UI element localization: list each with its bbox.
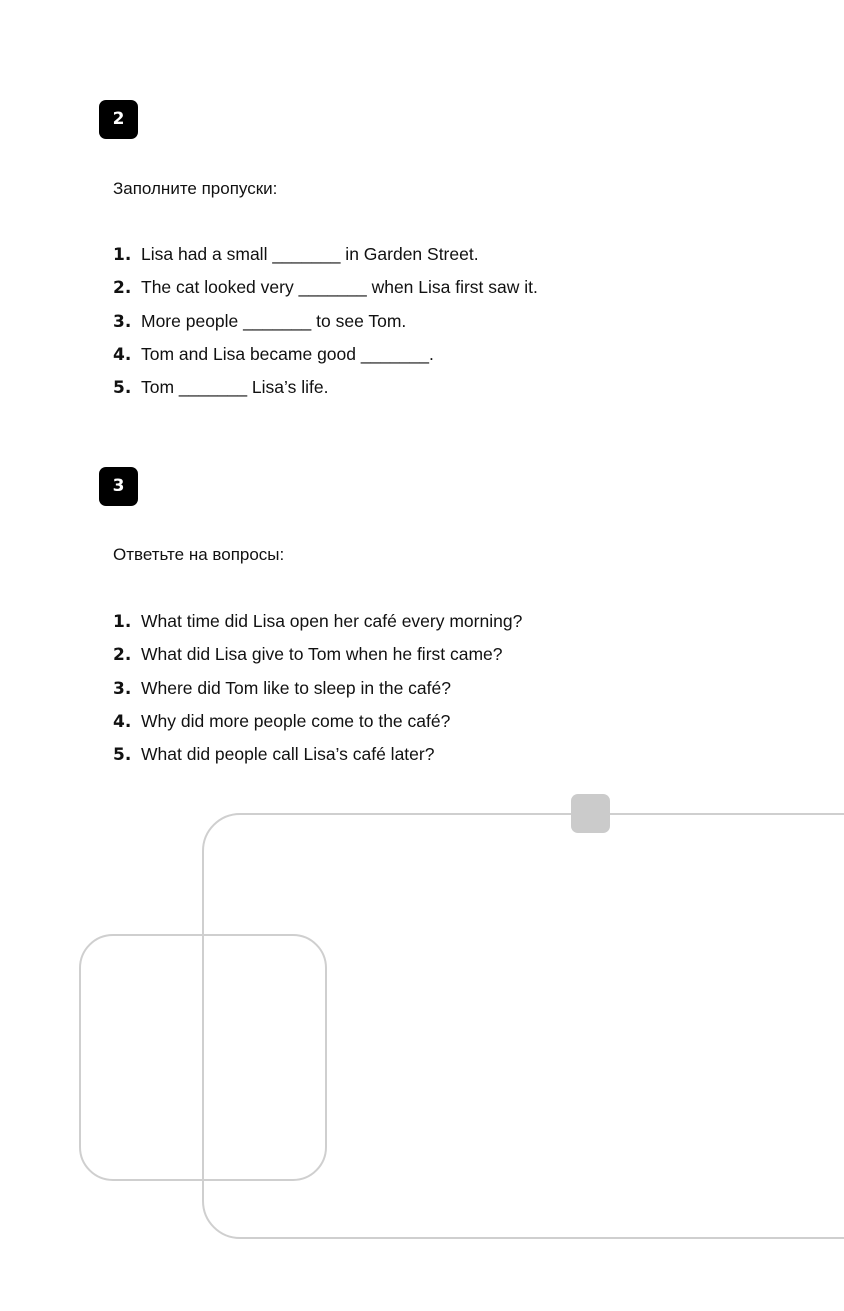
item-number: 2.: [113, 278, 132, 299]
exercise-number-badge: 2: [99, 100, 138, 139]
item-text: Lisa had a small _______ in Garden Street.: [141, 244, 479, 264]
exercise-item-list: [113, 243, 538, 409]
exercise-question-list: [113, 610, 522, 776]
item-text: What time did Lisa open her café every morning?: [141, 611, 523, 631]
item-number: 4.: [113, 711, 132, 732]
item-text: What did people call Lisa’s café later?: [141, 744, 435, 765]
list-item: [113, 343, 538, 376]
list-item: [113, 743, 522, 776]
item-number: 5.: [113, 378, 132, 399]
list-item: [113, 310, 538, 343]
item-text: Tom _______ Lisa’s life.: [141, 377, 329, 398]
list-item: [113, 610, 522, 643]
list-item: [113, 643, 522, 676]
list-item: [113, 276, 538, 309]
item-text: What did Lisa give to Tom when he first came?: [141, 644, 503, 665]
item-number: 3.: [113, 678, 132, 699]
decorative-frame-small: [79, 934, 327, 1181]
decorative-frame-tab: [571, 794, 610, 833]
item-text: Why did more people come to the café?: [141, 710, 451, 731]
item-text: Where did Tom like to sleep in the café?: [141, 677, 451, 698]
item-text: More people _______ to see Tom.: [141, 310, 407, 331]
item-number: 4.: [113, 344, 132, 365]
list-item: [113, 376, 538, 409]
item-text: Tom and Lisa became good _______.: [141, 343, 434, 364]
item-text: The cat looked very _______ when Lisa first saw it.: [141, 277, 538, 298]
list-item: [113, 677, 522, 710]
exercise-instruction: Ответьте на вопросы:: [113, 545, 285, 564]
list-item: [113, 243, 538, 276]
item-number: 5.: [113, 745, 132, 766]
item-number: 3.: [113, 311, 132, 332]
exercise-instruction: Заполните пропуски:: [113, 179, 278, 198]
item-number: 2.: [113, 645, 132, 666]
list-item: [113, 710, 522, 743]
item-number: 1.: [113, 612, 132, 632]
item-number: 1.: [113, 245, 132, 265]
exercise-number-badge: 3: [99, 467, 138, 506]
